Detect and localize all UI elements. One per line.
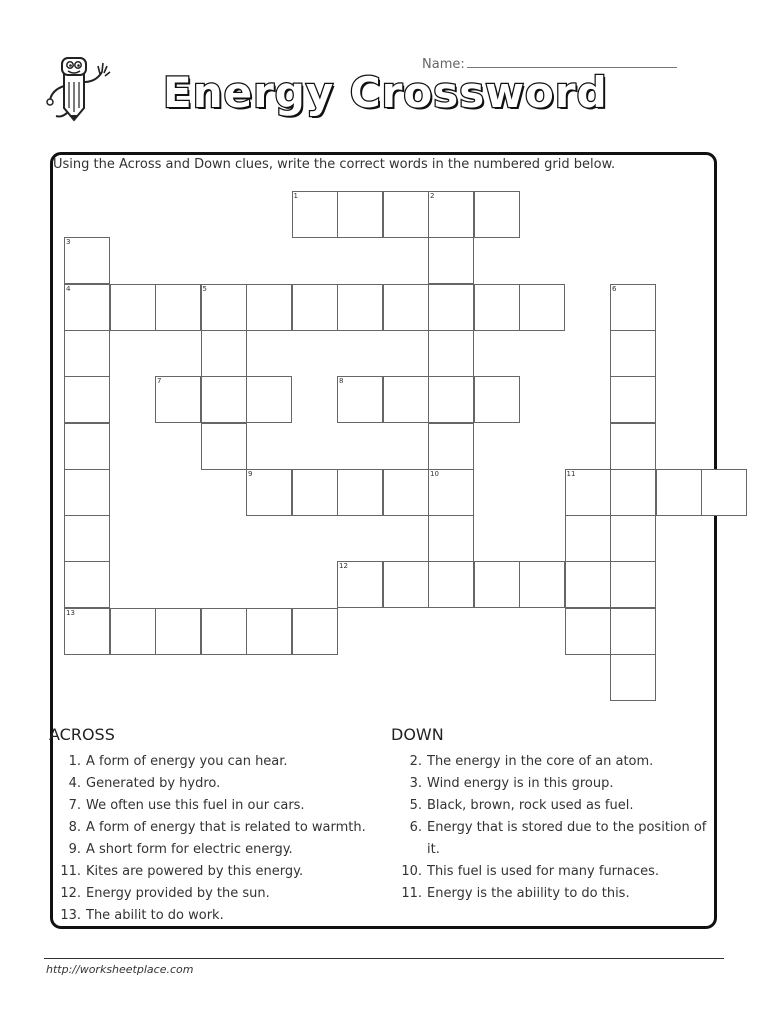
down-clue-list [396, 751, 716, 905]
crossword-cell[interactable] [201, 330, 247, 377]
cell-number: 6 [612, 284, 617, 293]
clue-text: This fuel is used for many furnaces. [427, 864, 660, 879]
crossword-cell[interactable] [292, 284, 338, 331]
crossword-cell[interactable] [474, 376, 520, 423]
across-heading: ACROSS [49, 725, 115, 744]
cell-number: 2 [430, 192, 435, 200]
crossword-cell[interactable] [519, 284, 565, 331]
clue-text: Generated by hydro. [86, 776, 221, 791]
cell-number: 10 [430, 469, 439, 478]
crossword-cell[interactable] [383, 469, 429, 516]
crossword-cell[interactable] [110, 284, 156, 331]
clue-number: 5. [409, 798, 422, 813]
clue-text: A short form for electric energy. [86, 842, 293, 857]
crossword-cell[interactable] [64, 469, 110, 516]
name-blank-line[interactable] [467, 55, 677, 68]
pencil-mascot-icon [40, 52, 122, 124]
clue-number: 6. [409, 820, 422, 835]
cell-number: 9 [248, 469, 253, 478]
clue-text: We often use this fuel in our cars. [86, 798, 305, 813]
page-title: Energy Crossword [163, 68, 608, 117]
clue-text: Energy provided by the sun. [86, 886, 270, 901]
crossword-cell[interactable] [610, 608, 656, 655]
clue-number: 11. [401, 886, 422, 901]
clue-text: A form of energy that is related to warmth. [86, 820, 366, 835]
crossword-cell[interactable] [428, 423, 474, 470]
crossword-cell[interactable] [64, 237, 110, 284]
cell-number: 5 [202, 284, 207, 293]
instructions-text: Using the Across and Down clues, write the correct words in the numbered grid below. [53, 157, 616, 172]
crossword-cell[interactable] [565, 515, 611, 562]
crossword-cell[interactable] [610, 330, 656, 377]
footer-url[interactable]: http://worksheetplace.com [46, 963, 194, 976]
clue-number: 10. [401, 864, 422, 879]
across-clue [55, 905, 385, 927]
crossword-cell[interactable] [610, 469, 656, 516]
crossword-cell[interactable] [110, 608, 156, 655]
crossword-cell[interactable] [201, 608, 247, 655]
crossword-cell[interactable] [155, 376, 201, 423]
down-clue [396, 795, 716, 817]
clue-number: 8. [68, 820, 81, 835]
cell-number: 4 [66, 284, 71, 293]
cell-number: 12 [339, 562, 348, 571]
across-clue [55, 839, 385, 861]
crossword-cell[interactable] [474, 191, 520, 238]
crossword-cell[interactable] [383, 191, 429, 238]
crossword-cell[interactable] [64, 423, 110, 470]
crossword-cell[interactable] [610, 654, 656, 701]
crossword-cell[interactable] [337, 469, 383, 516]
crossword-cell[interactable] [656, 469, 702, 516]
crossword-cell[interactable] [610, 515, 656, 562]
crossword-cell[interactable] [428, 284, 474, 331]
across-clue [55, 795, 385, 817]
clue-number: 13. [60, 908, 81, 923]
cell-number: 7 [157, 377, 162, 386]
crossword-cell[interactable] [64, 376, 110, 423]
crossword-cell[interactable] [201, 376, 247, 423]
across-clue [55, 861, 385, 883]
crossword-cell[interactable] [701, 469, 747, 516]
crossword-cell[interactable] [383, 376, 429, 423]
clue-number: 11. [60, 864, 81, 879]
crossword-cell[interactable] [474, 284, 520, 331]
name-label: Name: [422, 57, 465, 72]
clue-number: 7. [68, 798, 81, 813]
across-clue [55, 883, 385, 905]
clue-number: 1. [68, 754, 81, 769]
crossword-cell[interactable] [610, 376, 656, 423]
clue-number: 9. [68, 842, 81, 857]
clue-text: The abilit to do work. [86, 908, 224, 923]
clue-text: A form of energy you can hear. [86, 754, 288, 769]
clue-text: Wind energy is in this group. [427, 776, 614, 791]
cell-number: 3 [66, 238, 71, 247]
clue-number: 2. [409, 754, 422, 769]
footer-divider [44, 958, 724, 959]
crossword-cell[interactable] [565, 608, 611, 655]
crossword-cell[interactable] [292, 469, 338, 516]
crossword-cell[interactable] [292, 608, 338, 655]
across-clue [55, 817, 385, 839]
down-heading: DOWN [391, 725, 444, 744]
crossword-cell[interactable] [610, 423, 656, 470]
crossword-cell[interactable] [428, 330, 474, 377]
crossword-cell[interactable] [64, 561, 110, 608]
crossword-cell[interactable] [610, 561, 656, 608]
crossword-cell[interactable] [383, 284, 429, 331]
down-clue [396, 751, 716, 773]
crossword-cell[interactable] [337, 561, 383, 608]
crossword-cell[interactable] [64, 608, 110, 655]
down-clue [396, 861, 716, 883]
clue-number: 3. [409, 776, 422, 791]
crossword-cell[interactable] [428, 561, 474, 608]
clue-number: 4. [68, 776, 81, 791]
crossword-cell[interactable] [201, 284, 247, 331]
crossword-cell[interactable] [428, 515, 474, 562]
crossword-cell[interactable] [565, 561, 611, 608]
across-clue-list [55, 751, 385, 927]
cell-number: 13 [66, 608, 75, 617]
clue-text: Black, brown, rock used as fuel. [427, 798, 634, 813]
crossword-cell[interactable] [155, 608, 201, 655]
crossword-cell[interactable] [474, 561, 520, 608]
crossword-cell[interactable] [610, 284, 656, 331]
crossword-cell[interactable] [519, 561, 565, 608]
crossword-cell[interactable] [246, 469, 292, 516]
crossword-cell[interactable] [201, 423, 247, 470]
crossword-cell[interactable] [383, 561, 429, 608]
across-clue [55, 773, 385, 795]
crossword-cell[interactable] [246, 284, 292, 331]
down-clue [396, 773, 716, 795]
crossword-cell[interactable] [155, 284, 201, 331]
clue-text: The energy in the core of an atom. [427, 754, 654, 769]
crossword-cell[interactable] [337, 191, 383, 238]
crossword-cell[interactable] [246, 376, 292, 423]
cell-number: 11 [566, 469, 576, 478]
crossword-cell[interactable] [246, 608, 292, 655]
cell-number: 8 [339, 377, 344, 386]
crossword-cell[interactable] [64, 330, 110, 377]
crossword-cell[interactable] [428, 237, 474, 284]
crossword-cell[interactable] [337, 376, 383, 423]
crossword-cell[interactable] [337, 284, 383, 331]
crossword-cell[interactable] [292, 191, 338, 238]
clue-text: Energy is the abiility to do this. [427, 886, 630, 901]
crossword-cell[interactable] [428, 469, 474, 516]
down-clue [396, 817, 716, 861]
crossword-cell[interactable] [565, 469, 611, 516]
cell-number: 1 [293, 192, 298, 200]
clue-number: 12. [60, 886, 81, 901]
crossword-cell[interactable] [64, 284, 110, 331]
crossword-cell[interactable] [428, 376, 474, 423]
across-clue [55, 751, 385, 773]
clue-text: Energy that is stored due to the position of it. [427, 820, 707, 857]
crossword-cell[interactable] [64, 515, 110, 562]
down-clue [396, 883, 716, 905]
clue-text: Kites are powered by this energy. [86, 864, 304, 879]
crossword-cell[interactable] [428, 191, 474, 238]
